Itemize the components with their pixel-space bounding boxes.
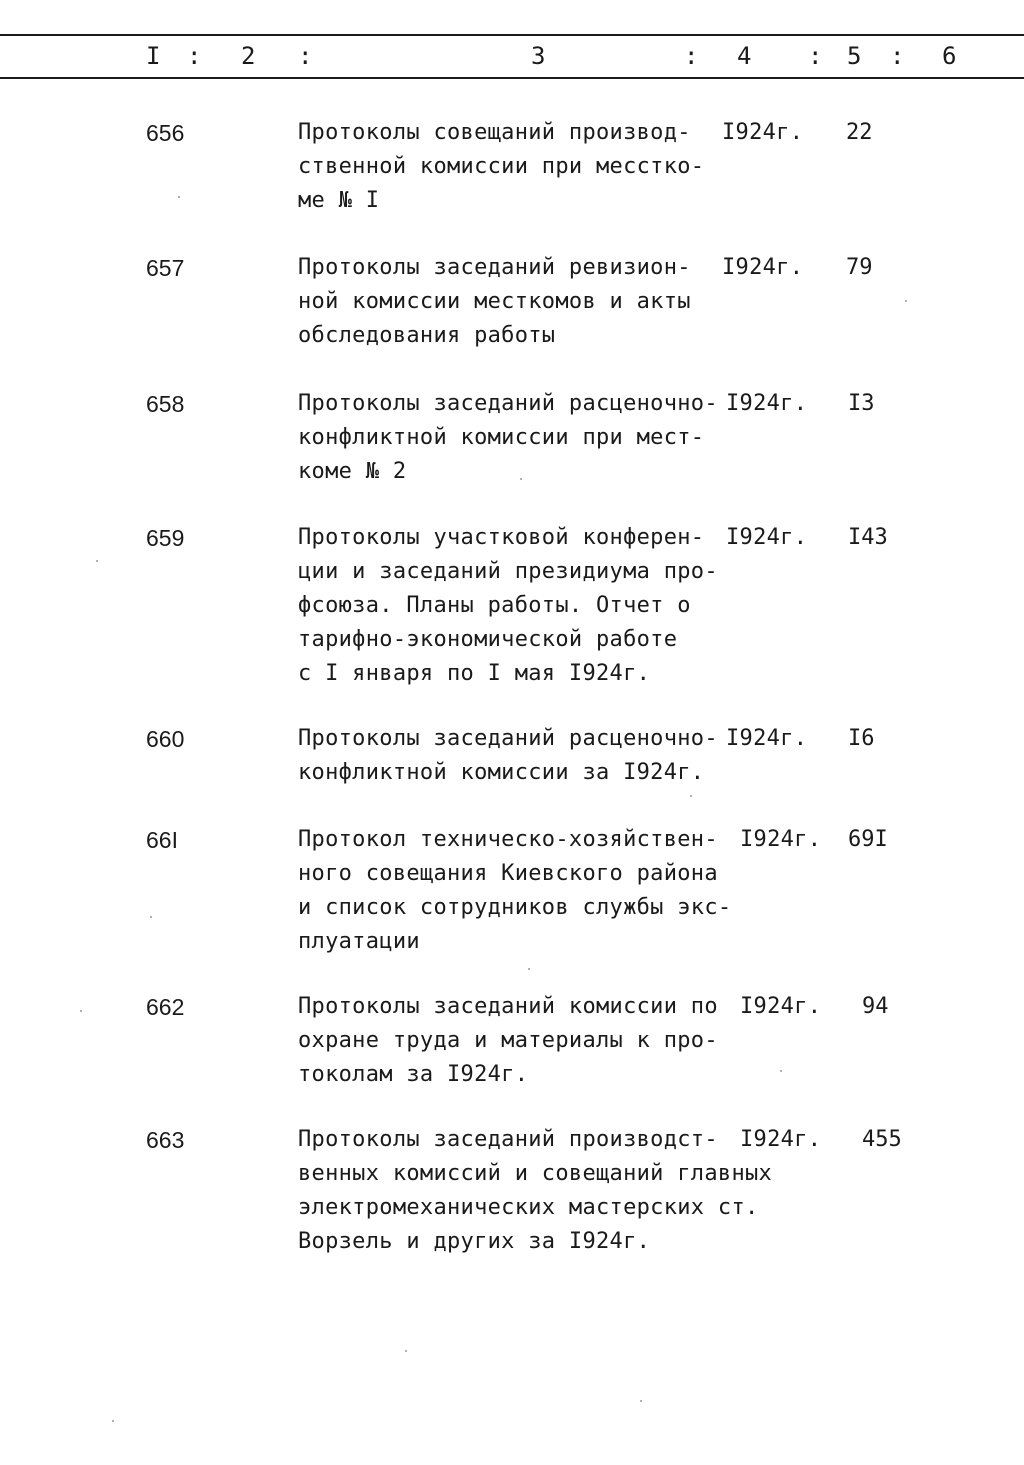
header-separator: : bbox=[684, 42, 699, 70]
entry-title-line: Протоколы заседаний расценочно- bbox=[298, 726, 718, 751]
entry-number: 657 bbox=[146, 255, 185, 281]
header-col-5: 5 bbox=[847, 42, 862, 70]
entry-year: I924г. bbox=[740, 994, 822, 1019]
scan-speck bbox=[112, 1420, 114, 1422]
entry-year: I924г. bbox=[726, 525, 808, 550]
entry-number: 663 bbox=[146, 1127, 185, 1153]
entry-title bbox=[298, 251, 728, 353]
header-col-3: 3 bbox=[531, 42, 546, 70]
entry-year: I924г. bbox=[722, 255, 804, 280]
entry-title bbox=[298, 521, 728, 691]
header-col-1: I bbox=[146, 42, 161, 70]
entry-title-line: тарифно-экономической работе bbox=[298, 627, 678, 652]
entry-title bbox=[298, 1123, 773, 1259]
entry-title-line: плуатации bbox=[298, 929, 420, 954]
scan-speck bbox=[905, 300, 907, 302]
entry-sheet-count: 79 bbox=[846, 255, 873, 280]
scan-speck bbox=[178, 196, 180, 198]
entry-year: I924г. bbox=[740, 827, 822, 852]
scan-speck bbox=[80, 1010, 82, 1012]
entry-number: 659 bbox=[146, 525, 185, 551]
scan-speck bbox=[405, 1350, 407, 1352]
entry-title-line: Протоколы заседаний расценочно- bbox=[298, 391, 718, 416]
header-col-6: 6 bbox=[942, 42, 957, 70]
entry-sheet-count: I43 bbox=[848, 525, 888, 550]
entry-title-line: электромеханических мастерских ст. bbox=[298, 1195, 759, 1220]
header-bottom-rule bbox=[0, 77, 1024, 79]
entry-title-line: ме № I bbox=[298, 188, 380, 213]
entry-sheet-count: I6 bbox=[848, 726, 875, 751]
entry-year: I924г. bbox=[740, 1127, 822, 1152]
entry-title-line: и список сотрудников службы экс- bbox=[298, 895, 732, 920]
entry-title-line: Ворзель и других за I924г. bbox=[298, 1229, 651, 1254]
entry-title-line: Протокол техническо-хозяйствен- bbox=[298, 827, 718, 852]
entry-title-line: коме № 2 bbox=[298, 459, 407, 484]
entry-title-line: конфликтной комиссии за I924г. bbox=[298, 760, 705, 785]
header-separator: : bbox=[890, 42, 905, 70]
entry-number: 660 bbox=[146, 726, 185, 752]
scan-speck bbox=[780, 1070, 782, 1072]
header-top-rule bbox=[0, 34, 1024, 36]
scan-speck bbox=[640, 1400, 642, 1402]
entry-sheet-count: 22 bbox=[846, 120, 873, 145]
scan-speck bbox=[96, 560, 98, 562]
entry-year: I924г. bbox=[726, 726, 808, 751]
entry-year: I924г. bbox=[726, 391, 808, 416]
entry-title-line: Протоколы заседаний комиссии по bbox=[298, 994, 718, 1019]
entry-year: I924г. bbox=[722, 120, 804, 145]
entry-title bbox=[298, 387, 728, 489]
entry-title-line: Протоколы совещаний производ- bbox=[298, 120, 691, 145]
entry-title bbox=[298, 116, 728, 218]
entry-title-line: конфликтной комиссии при мест- bbox=[298, 425, 705, 450]
entry-title-line: Протоколы заседаний ревизион- bbox=[298, 255, 691, 280]
entry-title-line: охране труда и материалы к про- bbox=[298, 1028, 718, 1053]
scan-speck bbox=[690, 795, 692, 797]
entry-title-line: ного совещания Киевского района bbox=[298, 861, 718, 886]
header-col-2: 2 bbox=[241, 42, 256, 70]
entry-title-line: с I января по I мая I924г. bbox=[298, 661, 651, 686]
entry-number: 658 bbox=[146, 391, 185, 417]
entry-title-line: фсоюза. Планы работы. Отчет о bbox=[298, 593, 691, 618]
entry-sheet-count: I3 bbox=[848, 391, 875, 416]
header-separator: : bbox=[298, 42, 313, 70]
entry-sheet-count: 69I bbox=[848, 827, 888, 852]
entry-sheet-count: 94 bbox=[862, 994, 889, 1019]
entry-title-line: ции и заседаний президиума про- bbox=[298, 559, 718, 584]
entry-title-line: обследования работы bbox=[298, 323, 556, 348]
entry-sheet-count: 455 bbox=[862, 1127, 902, 1152]
header-separator: : bbox=[187, 42, 202, 70]
entry-number: 66I bbox=[146, 827, 178, 853]
scan-speck bbox=[528, 968, 530, 970]
entry-title-line: венных комиссий и совещаний главных bbox=[298, 1161, 773, 1186]
entry-title-line: Протоколы заседаний производст- bbox=[298, 1127, 718, 1152]
entry-title-line: ственной комиссии при месстко- bbox=[298, 154, 705, 179]
entry-number: 656 bbox=[146, 120, 185, 146]
scan-speck bbox=[150, 916, 152, 918]
entry-title-line: ной комиссии месткомов и акты bbox=[298, 289, 691, 314]
entry-number: 662 bbox=[146, 994, 185, 1020]
entry-title bbox=[298, 722, 728, 790]
entry-title-line: токолам за I924г. bbox=[298, 1062, 529, 1087]
entry-title-line: Протоколы участковой конферен- bbox=[298, 525, 705, 550]
entry-title bbox=[298, 990, 728, 1092]
scan-speck bbox=[520, 478, 522, 480]
entry-title bbox=[298, 823, 732, 959]
header-col-4: 4 bbox=[737, 42, 752, 70]
header-separator: : bbox=[808, 42, 823, 70]
